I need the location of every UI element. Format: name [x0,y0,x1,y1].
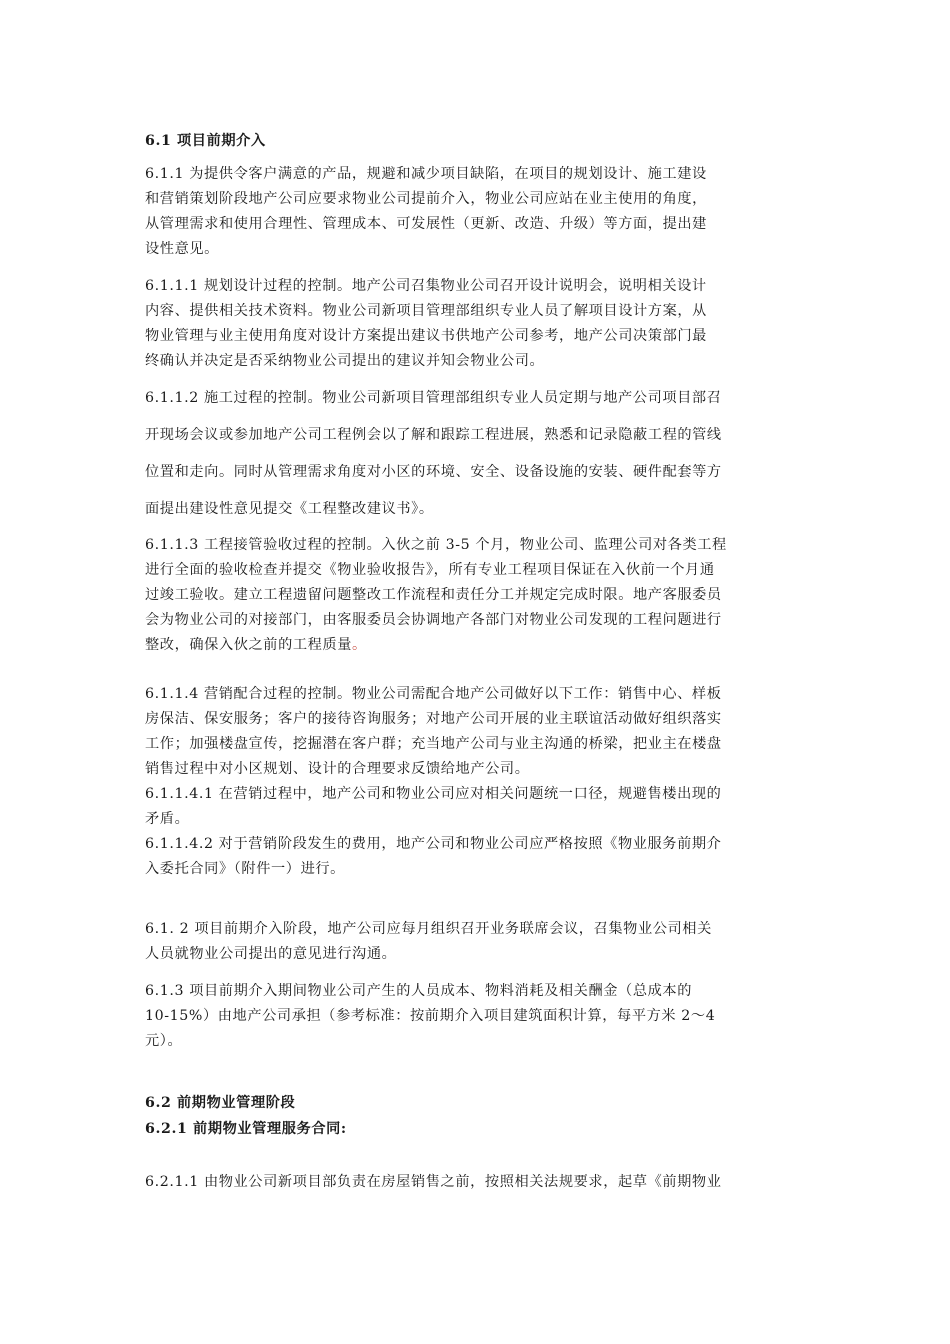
text-line: 从管理需求和使用合理性、管理成本、可发展性（更新、改造、升级）等方面，提出建 [145,216,707,232]
text-line: 6.1.1.4 营销配合过程的控制。物业公司需配合地产公司做好以下工作：销售中心、样板 [145,686,722,702]
text-line: 6.1.1.2 施工过程的控制。物业公司新项目管理部组织专业人员定期与地产公司项目部召 [145,390,722,406]
text-line: 过竣工验收。建立工程遗留问题整改工作流程和责任分工并规定完成时限。地产客服委员 [145,587,722,603]
text-line: 6.1.1 为提供令客户满意的产品，规避和减少项目缺陷，在项目的规划设计、施工建设 [145,166,707,182]
text-line: 终确认并决定是否采纳物业公司提出的建议并知会物业公司。 [145,353,545,369]
paragraph-6-1-1 [145,162,707,262]
text-line: 进行全面的验收检查并提交《物业验收报告》，所有专业工程项目保证在入伙前一个月通 [145,562,715,578]
text-line: 6.2.1.1 由物业公司新项目部负责在房屋销售之前，按照相关法规要求，起草《前期物业 [145,1174,722,1190]
text-line: 6.1.3 项目前期介入期间物业公司产生的人员成本、物料消耗及相关酬金（总成本的 [145,983,692,999]
text-line [145,633,727,658]
text-line: 物业管理与业主使用角度对设计方案提出建议书供地产公司参考，地产公司决策部门最 [145,328,707,344]
text-line: 房保洁、保安服务；客户的接待咨询服务；对地产公司开展的业主联谊活动做好组织落实 [145,711,722,727]
section-6-2-1-title: 6.2.1 前期物业管理服务合同: [145,1121,347,1137]
section-6-1-title: 6.1 项目前期介入 [145,133,266,149]
paragraph-6-1-2 [145,917,712,967]
text-line: 内容、提供相关技术资料。物业公司新项目管理部组织专业人员了解项目设计方案，从 [145,303,707,319]
paragraph-6-1-1-1 [145,274,707,374]
section-6-2-title: 6.2 前期物业管理阶段 [145,1095,296,1111]
paragraph-6-1-3 [145,979,715,1054]
text-line: 销售过程中对小区规划、设计的合理要求反馈给地产公司。 [145,761,530,777]
text-line: 6.1. 2 项目前期介入阶段，地产公司应每月组织召开业务联席会议，召集物业公司相关 [145,921,712,937]
paragraph-6-1-1-2 [145,380,722,528]
text-line: 元）。 [145,1033,183,1049]
text-segment: 整改，确保入伙之前的工程质量 [145,637,353,653]
text-line: 6.1.1.4.1 在营销过程中，地产公司和物业公司应对相关问题统一口径，规避售楼出现的 [145,786,722,802]
paragraph-6-1-1-3 [145,533,727,658]
text-line: 工作；加强楼盘宣传，挖掘潜在客户群；充当地产公司与业主沟通的桥梁，把业主在楼盘 [145,736,722,752]
text-line: 位置和走向。同时从管理需求角度对小区的环境、安全、设备设施的安装、硬件配套等方 [145,464,722,480]
paragraph-6-1-1-4 [145,682,722,882]
text-line: 人员就物业公司提出的意见进行沟通。 [145,946,397,962]
text-line: 设性意见。 [145,241,219,257]
text-line: 会为物业公司的对接部门，由客服委员会协调地产各部门对物业公司发现的工程问题进行 [145,612,722,628]
paragraph-6-2-1-1 [145,1170,722,1195]
text-line: 开现场会议或参加地产公司工程例会以了解和跟踪工程进展，熟悉和记录隐蔽工程的管线 [145,427,722,443]
text-line: 6.1.1.3 工程接管验收过程的控制。入伙之前 3-5 个月，物业公司、监理公司对各类工程 [145,537,727,553]
text-line: 6.1.1.4.2 对于营销阶段发生的费用，地产公司和物业公司应严格按照《物业服务前期介 [145,836,722,852]
red-period: 。 [352,637,367,653]
text-line: 10-15%）由地产公司承担（参考标准：按前期介入项目建筑面积计算，每平方米 2～4 [145,1008,716,1024]
text-line: 矛盾。 [145,811,190,827]
text-line: 入委托合同》（附件一）进行。 [145,861,345,877]
text-line: 面提出建设性意见提交《工程整改建议书》。 [145,501,434,517]
text-line: 和营销策划阶段地产公司应要求物业公司提前介入，物业公司应站在业主使用的角度， [145,191,707,207]
text-line: 6.1.1.1 规划设计过程的控制。地产公司召集物业公司召开设计说明会，说明相关设计 [145,278,707,294]
